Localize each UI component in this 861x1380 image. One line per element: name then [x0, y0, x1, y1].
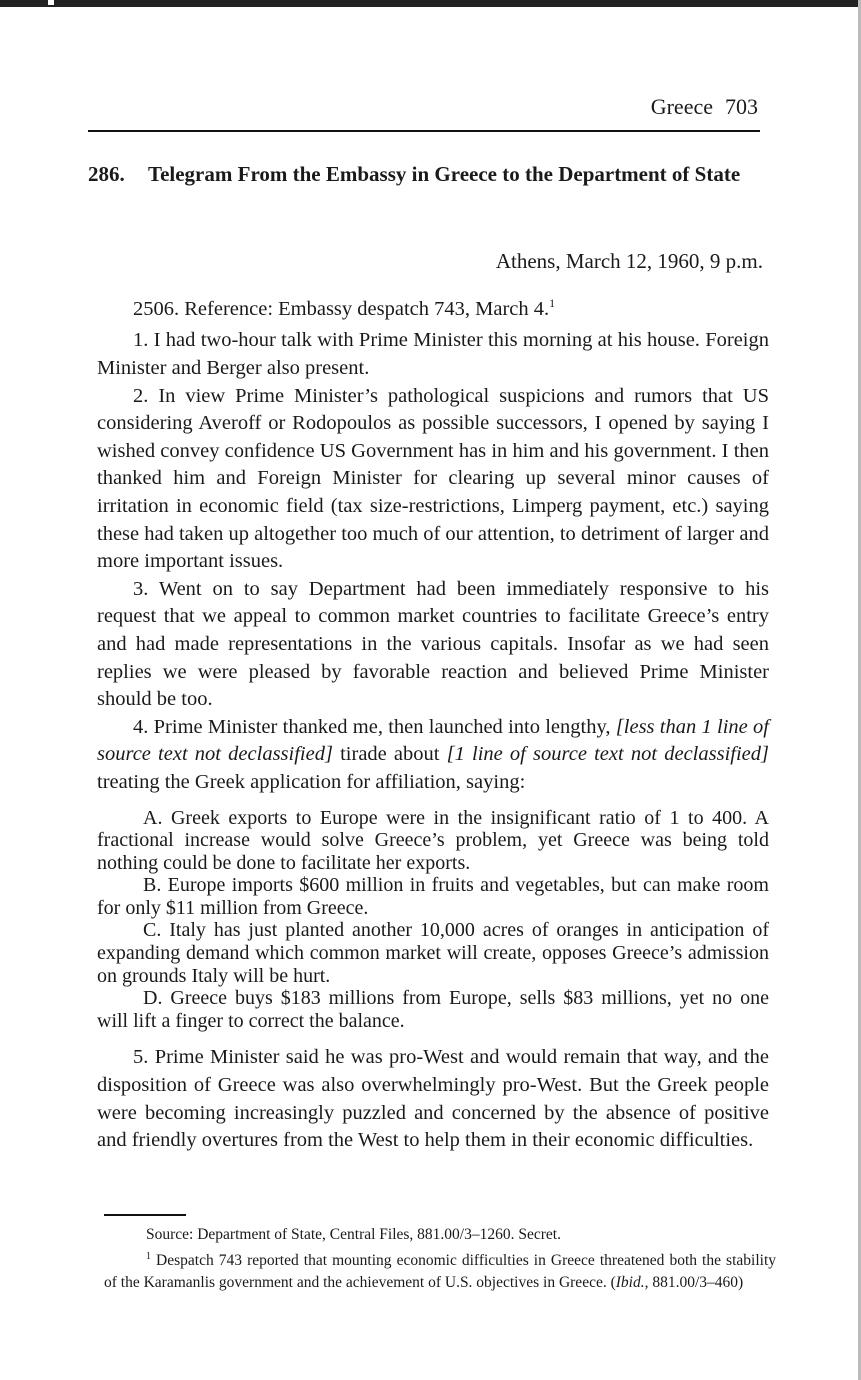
page-number: 703 [725, 94, 758, 119]
footnote-ref-1: 1 [549, 296, 556, 310]
running-head-section: Greece [650, 94, 713, 119]
document-number: 286. [88, 162, 125, 186]
declassification-note-2: [1 line of source text not declassified] [446, 743, 769, 766]
paragraph-4 [97, 714, 769, 797]
telegram-body [97, 290, 769, 1155]
point-b: B. Europe imports $600 million in fruits and vegetables, but can make room for only $11 million from Greece. [97, 874, 769, 919]
point-c: C. Italy has just planted another 10,000 acres of oranges in anticipation of expanding demand which common market will create, opposes Greece’s admission on grounds Italy will be hurt. [97, 919, 769, 987]
source-note: Source: Department of State, Central Files, 881.00/3–1260. Secret. [146, 1226, 561, 1243]
header-rule [88, 130, 760, 132]
scan-edge-gap [48, 0, 54, 5]
paragraph-2: 2. In view Prime Minister’s pathological suspicions and rumors that US considering Averoff or Rodopoulos as possible successors, I opened by saying I wished convey confidence US Government has in him and his government. I then thanked him and Foreign Minister for clearing up several minor causes of irritation in economic field (tax size-restrictions, Limperg payment, etc.) saying these had taken up altogether too much of our attention, to detriment of larger and more important issues. [97, 384, 769, 573]
footnote-1-mark: 1 [146, 1251, 151, 1262]
scan-edge-top [0, 0, 861, 7]
point-a: A. Greek exports to Europe were in the insignificant ratio of 1 to 400. A fractional increase would solve Greece’s problem, yet Greece was being told nothing could be done to facilitate her exports. [97, 806, 769, 874]
point-d: D. Greece buys $183 millions from Europe, sells $83 millions, yet no one will lift a finger to correct the balance. [97, 987, 769, 1032]
running-head [88, 92, 758, 122]
footnote-1-text: Despatch 743 reported that mounting economic difficulties in Greece threatened both the stability of the Karamanlis government and the achievement of U.S. objectives in Greece. ( [104, 1252, 776, 1292]
paragraph-4-mid: tirade about [332, 743, 447, 766]
paragraph-5: 5. Prime Minister said he was pro-West and would remain that way, and the disposition of Greece was also overwhelmingly pro-West. But the Greek people were becoming increasingly puzzled and concerned by the absence of positive and friendly overtures from the West to help them in their economic difficulties. [97, 1046, 769, 1152]
declassification-note-1: [less than 1 line of source text not declassified] [97, 715, 769, 766]
footnote-rule [104, 1214, 186, 1216]
footnote-1-ibid: Ibid. [615, 1274, 645, 1292]
reference-text: 2506. Reference: Embassy despatch 743, March 4. [133, 297, 550, 320]
paragraph-4-tail: treating the Greek application for affiliation, saying: [97, 770, 526, 793]
paragraph-4-lead: 4. Prime Minister thanked me, then launched into lengthy, [133, 715, 616, 738]
document-heading [88, 158, 758, 190]
paragraph-1: 1. I had two-hour talk with Prime Minister this morning at his house. Foreign Minister and Berger also present. [97, 329, 769, 380]
footnotes [104, 1224, 776, 1294]
dateline: Athens, March 12, 1960, 9 p.m. [495, 249, 763, 273]
footnote-1 [104, 1246, 776, 1294]
quoted-points [97, 807, 769, 1033]
document-title: Telegram From the Embassy in Greece to the Department of State [148, 162, 741, 186]
reference-paragraph [97, 290, 769, 323]
paragraph-3: 3. Went on to say Department had been immediately responsive to his request that we appeal to common market countries to facilitate Greece’s entry and had made representations in the various capitals. Insofar as we had seen replies we were pleased by favorable reaction and believed Prime Minister should be too. [97, 577, 769, 711]
footnote-1-end: , 881.00/3–460) [644, 1274, 744, 1292]
